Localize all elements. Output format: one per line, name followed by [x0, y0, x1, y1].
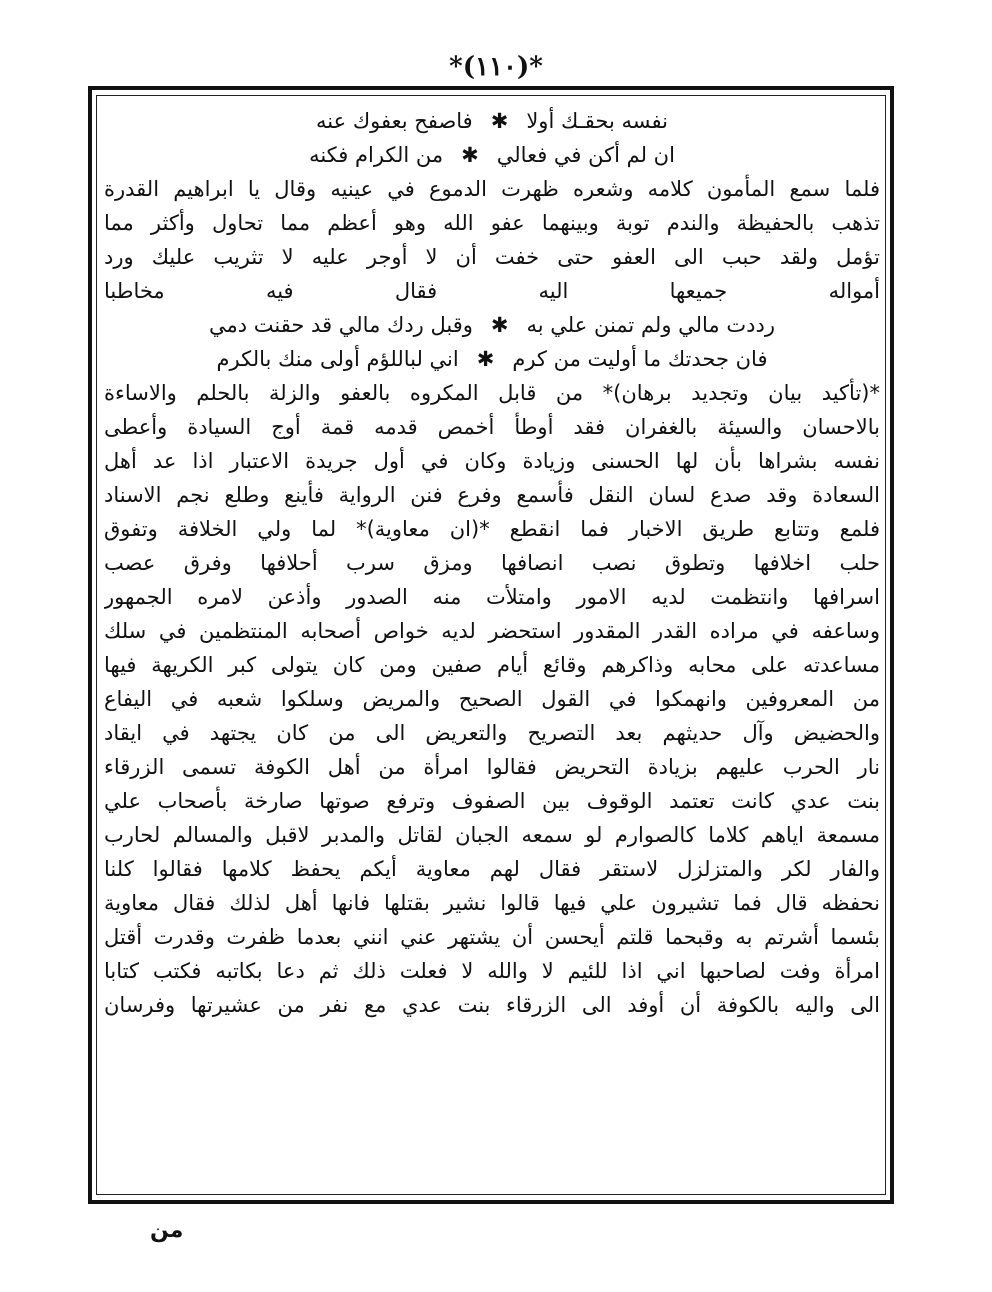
- prose-line: بنت عدي كانت تعتمد الوقوف بين الصفوف وترفع صوتها صارخة بأصحاب علي: [104, 789, 880, 813]
- prose-line: من المعروفين وانهمكوا في القول الصحيح والمريض وسلكوا شعبه في اليفاع: [104, 687, 880, 711]
- prose-line: بالاحسان والسيئة بالغفران فقد أوطأ أخمص قدمه قمة أوج السيادة وأعطى: [104, 415, 880, 439]
- prose-line: مساعدته على محابه وذاكرهم وقائع أيام صفين ومن كان يتولى كبر الكريهة فيها: [104, 653, 880, 677]
- verse-first-hemistich: فان جحدتك ما أوليت من كرم: [512, 347, 768, 371]
- prose-line: مسمعة اياهم كلاما كالصوارم لو سمعه الجبان لقاتل والمدبر لاقبل والمسالم لحارب: [104, 823, 880, 847]
- prose-line: حلب اخلافها وتطوق نصب انصافها ومزق سرب أحلافها وفرق عصب: [104, 551, 880, 575]
- prose-line: تذهب بالحفيظة والندم توبة وبينهما عفو الله وهو أعظم مما تحاول وأكثر مما: [104, 211, 880, 235]
- prose-line: نحفظه قال فما تشيرون علي فيها قالوا نشير بقتلها فانها أهل لذلك فقال معاوية: [104, 891, 880, 915]
- verse-first-hemistich: ان لم أكن في فعالي: [496, 143, 675, 167]
- verse-second-hemistich: من الكرام فكنه: [309, 143, 444, 167]
- prose-line: تؤمل ولقد حبب الى العفو حتى خفت أن لا أوجر عليه لا تثريب عليك ورد: [104, 245, 880, 269]
- prose-line: نار الحرب عليهم بزيادة التحريض فقالوا امرأة من أهل الكوفة تسمى الزرقاء: [104, 755, 880, 779]
- verse-line: [104, 138, 880, 172]
- body-text: [104, 104, 880, 1194]
- verse-separator-star: ✱: [490, 109, 509, 133]
- verse-second-hemistich: وقبل ردك مالي قد حقنت دمي: [209, 313, 473, 337]
- verse-second-hemistich: فاصفح بعفوك عنه: [316, 109, 473, 133]
- prose-line: والحضيض وآل حديثهم بعد التصريح والتعريض الى من كان يجتهد في ايقاد: [104, 721, 880, 745]
- verse-first-hemistich: رددت مالي ولم تمنن علي به: [526, 313, 775, 337]
- verse-first-hemistich: نفسه بحقـك أولا: [526, 109, 668, 133]
- prose-line: بئسما أشرتم به وقبحما قلتم أيحسن أن يشتهر عني انني بعدما ظفرت وقدرت أقتل: [104, 925, 880, 949]
- prose-line: اسرافها وانتظمت لديه الامور وامتلأت منه الصدور وأذعن لامره الجمهور: [104, 585, 880, 609]
- prose-line: السعادة وقد صدع لسان النقل فأسمع وفرع فنن الرواية فأينع وطلع نجم الاسناد: [104, 483, 880, 507]
- catchword: من: [150, 1218, 184, 1243]
- prose-line: الى واليه بالكوفة أن أوفد الى الزرقاء بنت عدي مع نفر من عشيرتها وفرسان: [104, 993, 880, 1017]
- verse-separator-star: ✱: [490, 313, 509, 337]
- prose-line: فلما سمع المأمون كلامه وشعره ظهرت الدموع في عينيه وقال يا ابراهيم القدرة: [104, 177, 880, 201]
- prose-line: امرأة وفت لصاحبها اني اذا للئيم لا والله لا فعلت ذلك ثم دعا بكاتبه فكتب كتابا: [104, 959, 880, 983]
- verse-separator-star: ✱: [461, 143, 479, 167]
- verse-separator-star: ✱: [476, 347, 495, 371]
- verse-line: [104, 308, 880, 342]
- prose-line: نفسه بشراها بأن لها الحسنى وزيادة وكان في أول جريدة الاعتبار اذا عد أهل: [104, 449, 880, 473]
- prose-line: أمواله جميعها اليه فقال فيه مخاطبا: [104, 279, 880, 303]
- prose-line: والفار لكر والمتزلزل لاستقر فقال لهم معاوية أيكم يحفظ كلامها فقالوا كلنا: [104, 857, 880, 881]
- verse-second-hemistich: اني لباللؤم أولى منك بالكرم: [216, 347, 459, 371]
- page-number: *(١١٠)*: [449, 52, 543, 82]
- prose-line: *(تأكيد بيان وتجديد برهان)* من قابل المكروه بالعفو والزلة بالحلم والاساءة: [104, 381, 880, 405]
- verse-line: [104, 342, 880, 376]
- prose-line: فلمع وتتابع طريق الاخبار فما انقطع *(ان معاوية)* لما ولي الخلافة وتفوق: [104, 517, 880, 541]
- verse-line: [104, 104, 880, 138]
- prose-line: وساعفه في مراده القدر المقدور استحضر لديه خواص أصحابه المنتظمين في سلك: [104, 619, 880, 643]
